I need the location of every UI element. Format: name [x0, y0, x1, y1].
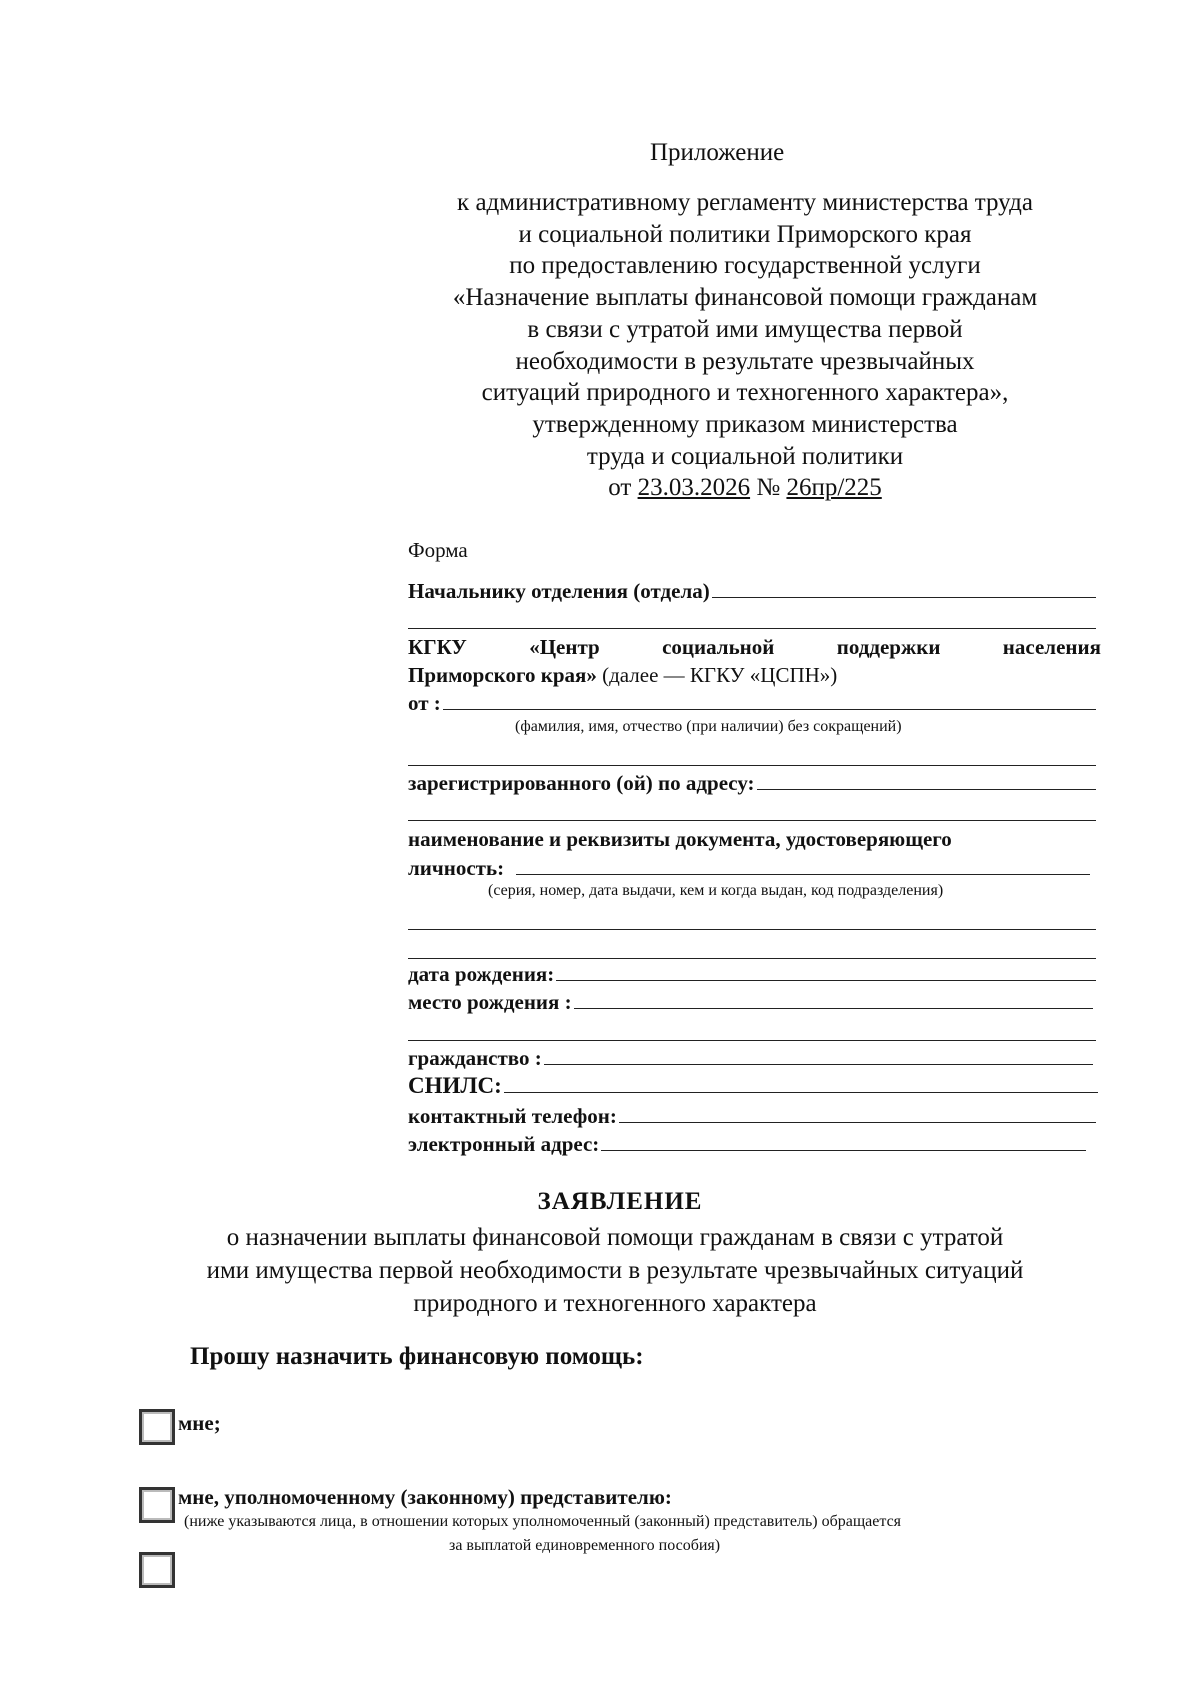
id-doc-field[interactable]	[516, 874, 1090, 875]
org-name: Приморского края»	[408, 663, 597, 687]
org-word: КГКУ	[408, 635, 467, 659]
phone-field[interactable]	[619, 1122, 1096, 1123]
statement-line: природного и техногенного характера	[413, 1290, 817, 1317]
request-text: Прошу назначить финансовую помощь:	[190, 1343, 644, 1370]
order-number-prefix: №	[750, 474, 787, 502]
order-date-line	[385, 472, 1105, 504]
statement-title: ЗАЯВЛЕНИЕ	[537, 1188, 703, 1215]
address-field[interactable]	[757, 789, 1096, 790]
from-label: от :	[408, 691, 441, 715]
address-line-2[interactable]	[408, 820, 1096, 821]
fio-field[interactable]	[443, 709, 1096, 710]
id-doc-label-2: личность:	[408, 856, 505, 880]
option-self-label: мне;	[178, 1411, 221, 1435]
birth-place-label: место рождения :	[408, 990, 572, 1014]
org-line-1	[408, 634, 1101, 661]
appendix-line: утвержденному приказом министерства	[532, 410, 958, 438]
statement-body	[100, 1221, 1130, 1320]
representative-note-2: за выплатой единовременного пособия)	[449, 1537, 721, 1554]
id-doc-line-2[interactable]	[408, 929, 1096, 930]
org-abbrev: (далее — КГКУ «ЦСПН»)	[596, 663, 838, 687]
snils-label: СНИЛС:	[408, 1073, 502, 1098]
head-name-field[interactable]	[712, 597, 1096, 598]
representative-note: (ниже указываются лица, в отношении которых уполномоченный (законный) представитель) обращается	[184, 1513, 902, 1530]
birth-place-field[interactable]	[574, 1008, 1093, 1009]
appendix-line: «Назначение выплаты финансовой помощи гражданам	[452, 284, 1038, 312]
phone-label: контактный телефон:	[408, 1104, 617, 1128]
statement-line: о назначении выплаты финансовой помощи гражданам в связи с утратой	[226, 1224, 1004, 1251]
option-representative-label: мне, уполномоченному (законному) представителю:	[178, 1485, 672, 1509]
email-field[interactable]	[601, 1150, 1086, 1151]
snils-field[interactable]	[504, 1092, 1098, 1093]
birth-date-label: дата рождения:	[408, 962, 555, 986]
org-word: «Центр	[529, 635, 600, 659]
appendix-line: к административному регламенту министерства труда	[457, 189, 1033, 216]
id-doc-hint: (серия, номер, дата выдачи, кем и когда выдан, код подразделения)	[488, 882, 944, 899]
statement-line: ими имущества первой необходимости в результате чрезвычайных ситуаций	[206, 1257, 1024, 1284]
id-doc-label: наименование и реквизиты документа, удостоверяющего	[408, 827, 952, 851]
order-date: 23.03.2026	[637, 474, 751, 502]
head-label: Начальнику отделения (отдела)	[408, 579, 710, 603]
option-self-checkbox[interactable]	[139, 1409, 175, 1445]
citizenship-label: гражданство :	[408, 1046, 542, 1070]
option-representative-checkbox[interactable]	[139, 1487, 175, 1523]
appendix-block	[385, 187, 1105, 504]
appendix-line: и социальной политики Приморского края	[518, 220, 972, 248]
address-label: зарегистрированного (ой) по адресу:	[408, 771, 755, 795]
appendix-line: труда и социальной политики	[586, 442, 904, 470]
head-name-line-2[interactable]	[408, 628, 1096, 629]
email-label: электронный адрес:	[408, 1132, 600, 1156]
org-word: населения	[1002, 635, 1101, 659]
birth-date-field[interactable]	[556, 980, 1096, 981]
id-doc-line-3[interactable]	[408, 958, 1096, 959]
order-number: 26пр/225	[786, 474, 882, 502]
fio-line-2[interactable]	[408, 765, 1096, 766]
order-date-prefix: от	[608, 474, 638, 502]
appendix-line: в связи с утратой ими имущества первой	[527, 315, 963, 343]
appendix-title: Приложение	[650, 139, 785, 166]
appendix-line: необходимости в результате чрезвычайных	[515, 347, 975, 375]
appendix-line: по предоставлению государственной услуги	[509, 252, 981, 280]
option-third-checkbox[interactable]	[139, 1552, 175, 1588]
fio-hint: (фамилия, имя, отчество (при наличии) без сокращений)	[515, 718, 902, 735]
org-word: поддержки	[836, 635, 941, 659]
form-label: Форма	[408, 538, 468, 562]
org-word: социальной	[662, 635, 775, 659]
org-line-2	[408, 662, 837, 689]
appendix-line: ситуаций природного и техногенного характера»,	[481, 379, 1009, 407]
birth-place-line-2[interactable]	[408, 1040, 1096, 1041]
citizenship-field[interactable]	[544, 1064, 1093, 1065]
